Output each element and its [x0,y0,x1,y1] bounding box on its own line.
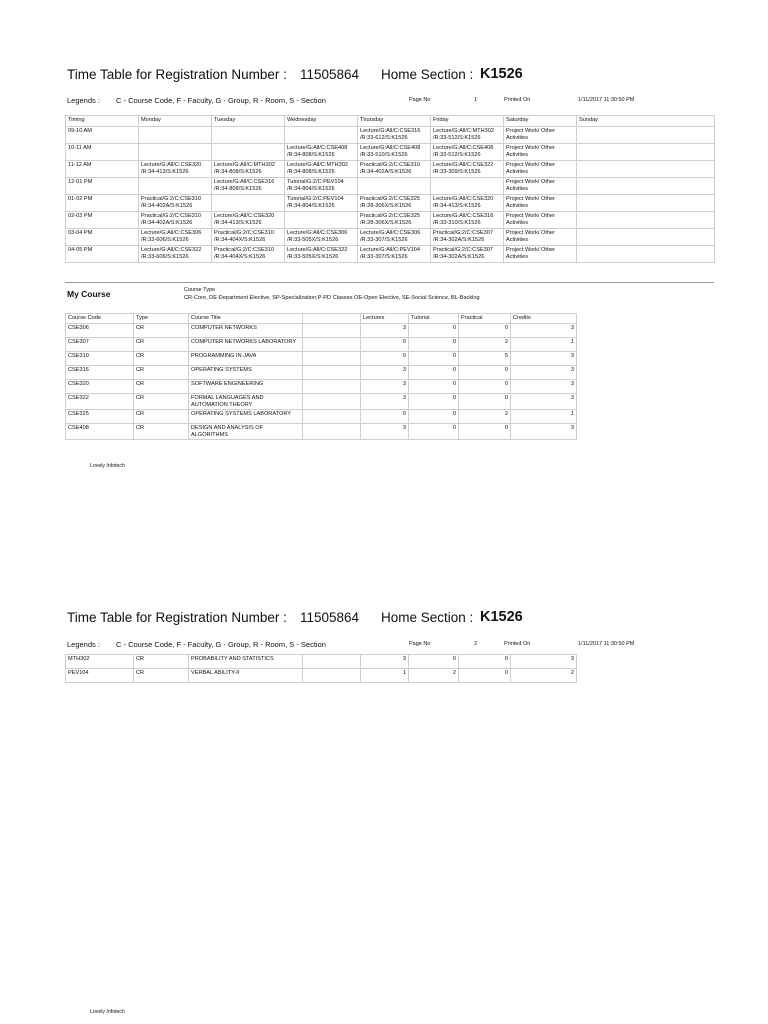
course-cell [303,380,361,394]
timetable-row [66,161,715,178]
course-cell: OPERATING SYSTEMS [189,366,303,380]
slot-cell: Lecture/G:All/C:CSE408 /R:33-510/S:K1526 [358,144,431,161]
column-header: Course Code [66,314,134,324]
timetable-row [66,195,715,212]
course-cell: CSE316 [66,366,134,380]
slot-cell: Lecture/G:All/C:MTH302 /R:33-512/S:K1526 [431,127,504,144]
course-cell: CR [134,410,189,424]
course-type-desc: CR-Core, DE-Department Elective, SP-Specialization,P-PD Classes OE-Open Elective, SE-Social Science, BL-Backlog [184,295,480,301]
column-header: Practical [459,314,511,324]
slot-cell [577,229,715,246]
slot-cell: Project Work/ Other Activities [504,229,577,246]
course-cell [303,669,361,683]
course-cell: CR [134,366,189,380]
slot-cell: Lecture/G:All/C:CSE306 /R:33-307/S:K1526 [358,229,431,246]
slot-cell: Lecture/G:All/C:CSE316 /R:34-808/S:K1526 [212,178,285,195]
slot-cell: Lecture/G:All/C:CSE306 /R:33-606/S:K1526 [139,229,212,246]
timetable-row [66,178,715,195]
course-cell: 3 [361,324,409,338]
home-section-label: Home Section : [381,67,474,82]
slot-cell: Tutorial/G:2/C:PEV104 /R:34-804/S:K1526 [285,178,358,195]
slot-cell [139,178,212,195]
slot-cell: Lecture/G:All/C:CSE320 /R:34-413/S:K1526 [212,212,285,229]
slot-cell [577,246,715,263]
column-header: Thursday [358,116,431,127]
timing-cell: 04-05 PM [66,246,139,263]
column-header: Saturday [504,116,577,127]
slot-cell: Project Work/ Other Activities [504,161,577,178]
course-cell [303,655,361,669]
course-cell: 1 [361,669,409,683]
course-cell: 3 [511,366,577,380]
course-cell [303,410,361,424]
registration-number: 11505864 [300,610,360,625]
slot-cell: Project Work/ Other Activities [504,195,577,212]
column-header: Sunday [577,116,715,127]
slot-cell: Lecture/G:All/C:CSE306 /R:33-505X/S:K1526 [285,229,358,246]
course-row [66,669,577,683]
home-section-value: K1526 [480,66,523,82]
slot-cell [285,127,358,144]
header-title: Time Table for Registration Number : [67,610,287,625]
timetable-row [66,127,715,144]
header-title: Time Table for Registration Number : [67,67,287,82]
page2-legends [67,640,667,652]
timing-cell: 01-02 PM [66,195,139,212]
slot-cell [139,127,212,144]
printed-on-label: Printed On [504,97,531,103]
slot-cell [577,212,715,229]
slot-cell: Practical/G:2/C:CSE325 /R:28-306X/S:K1526 [358,212,431,229]
timing-cell: 10-11 AM [66,144,139,161]
course-cell: DESIGN AND ANALYSIS OF ALGORITHMS [189,424,303,440]
home-section-label: Home Section : [381,610,474,625]
course-cell: 3 [511,352,577,366]
course-cell: 3 [511,424,577,440]
course-cell: 0 [409,655,459,669]
course-cell: 2 [409,669,459,683]
page-no-label: Page No [409,97,431,103]
course-cell: 0 [459,394,511,410]
course-cell: CSE408 [66,424,134,440]
course-cell [303,394,361,410]
course-cell: 0 [409,410,459,424]
slot-cell: Practical/G:2/C:CSE310 /R:34-404X/S:K1526 [212,229,285,246]
slot-cell [577,161,715,178]
slot-cell [212,127,285,144]
column-header [303,314,361,324]
course-cell: PROGRAMMING IN JAVA [189,352,303,366]
slot-cell: Project Work/ Other Activities [504,144,577,161]
slot-cell: Practical/G:2/C:CSE325 /R:28-306X/S:K1526 [358,195,431,212]
course-cell: 3 [361,424,409,440]
course-cell: 3 [511,324,577,338]
slot-cell: Lecture/G:All/C:CSE316 /R:33-310/S:K1526 [431,212,504,229]
page2-header [67,610,627,632]
course-cell: CR [134,338,189,352]
course-cell: 3 [511,380,577,394]
slot-cell: Lecture/G:All/C:CSE322 /R:33-309/S:K1526 [431,161,504,178]
course-cell: 3 [361,655,409,669]
slot-cell: Lecture/G:All/C:CSE408 /R:34-808/S:K1526 [285,144,358,161]
printed-on-label: Printed On [504,641,531,647]
course-cell: VERBAL ABILITY-II [189,669,303,683]
page-no-value: 2 [474,641,478,647]
course-cell [303,338,361,352]
legends-label: Legends : [67,96,100,105]
column-header: Monday [139,116,212,127]
course-cell: 0 [459,424,511,440]
course-cell: 0 [361,338,409,352]
course-cell: COMPUTER NETWORKS [189,324,303,338]
course-cell: 0 [409,338,459,352]
slot-cell: Lecture/G:All/C:CSE408 /R:33-512/S:K1526 [431,144,504,161]
page-no-label: Page No [409,641,431,647]
column-header: Course Title [189,314,303,324]
course-cell: MTH302 [66,655,134,669]
course-cell: 2 [459,410,511,424]
slot-cell: Practical/G:2/C:CSE307 /R:34-302A/S:K1526 [431,246,504,263]
column-header: Timing [66,116,139,127]
course-cell: CR [134,324,189,338]
slot-cell [577,127,715,144]
course-cell: FORMAL LANGUAGES AND AUTOMATION THEORY [189,394,303,410]
slot-cell [431,178,504,195]
course-row [66,424,577,440]
page-no-value: 1 [474,97,478,103]
course-cell: CSE320 [66,380,134,394]
course-cell: 0 [459,366,511,380]
course-row [66,380,577,394]
course-cell [303,352,361,366]
slot-cell [139,144,212,161]
course-cell: PEV104 [66,669,134,683]
course-row [66,394,577,410]
slot-cell: Project Work/ Other Activities [504,212,577,229]
slot-cell: Lecture/G:All/C:CSE316 /R:33-612/S:K1526 [358,127,431,144]
courses-header-row [66,314,577,324]
legends-text: C - Course Code, F - Faculty, G - Group, R - Room, S - Section [116,640,326,649]
course-cell: CR [134,655,189,669]
column-header: Credits [511,314,577,324]
course-cell: 0 [409,424,459,440]
course-row [66,410,577,424]
course-cell: SOFTWARE ENGINEERING [189,380,303,394]
slot-cell: Tutorial/G:2/C:PEV104 /R:34-804/S:K1526 [285,195,358,212]
course-cell: 1 [511,410,577,424]
course-row [66,338,577,352]
course-cell: 0 [409,394,459,410]
slot-cell [285,212,358,229]
course-cell: CR [134,424,189,440]
course-cell: CR [134,352,189,366]
course-cell: CSE310 [66,352,134,366]
course-row [66,324,577,338]
course-cell: 0 [459,655,511,669]
course-row [66,366,577,380]
slot-cell: Project Work/ Other Activities [504,127,577,144]
printed-on-value: 1/11/2017 11:30:50 PM [578,97,635,103]
page1-legends [67,96,667,108]
slot-cell: Project Work/ Other Activities [504,178,577,195]
registration-number: 11505864 [300,67,360,82]
course-cell [303,424,361,440]
page1-header [67,67,627,89]
courses-table-page2 [65,654,577,683]
timetable-row [66,229,715,246]
column-header: Wednesday [285,116,358,127]
slot-cell: Practical/G:2/C:CSE310 /R:34-402A/S:K1526 [358,161,431,178]
courses-table [65,313,577,440]
timetable-row [66,144,715,161]
course-cell: CSE307 [66,338,134,352]
slot-cell: Practical/G:2/C:CSE307 /R:34-302A/S:K1526 [431,229,504,246]
slot-cell [212,144,285,161]
course-cell: 5 [459,352,511,366]
course-cell: 0 [459,669,511,683]
course-cell: 1 [511,338,577,352]
course-type-label: Course Type [184,287,216,293]
legends-text: C - Course Code, F - Faculty, G - Group, R - Room, S - Section [116,96,326,105]
course-cell: 3 [511,655,577,669]
slot-cell: Lecture/G:All/C:MTH302 /R:34-808/S:K1526 [285,161,358,178]
slot-cell [577,144,715,161]
timing-cell: 03-04 PM [66,229,139,246]
course-cell [303,366,361,380]
column-header: Tutorial [409,314,459,324]
course-cell: COMPUTER NETWORKS LABORATORY [189,338,303,352]
course-cell: 0 [409,366,459,380]
slot-cell: Practical/G:2/C:CSE310 /R:34-404X/S:K1526 [212,246,285,263]
slot-cell [358,178,431,195]
course-cell: OPERATING SYSTEMS LABORATORY [189,410,303,424]
course-cell: 0 [409,380,459,394]
column-header: Friday [431,116,504,127]
course-cell: 0 [459,380,511,394]
course-cell: 2 [459,338,511,352]
timing-cell: 12-01 PM [66,178,139,195]
timetable-header-row [66,116,715,127]
slot-cell: Practical/G:2/C:CSE310 /R:34-402A/S:K1526 [139,212,212,229]
course-cell: CR [134,394,189,410]
printed-on-value: 1/11/2017 11:30:50 PM [578,641,635,647]
slot-cell: Practical/G:2/C:CSE310 /R:34-402A/S:K1526 [139,195,212,212]
course-cell: 0 [409,324,459,338]
column-header: Lectures [361,314,409,324]
course-cell: 0 [409,352,459,366]
course-cell: CR [134,380,189,394]
course-cell: CSE325 [66,410,134,424]
timing-cell: 09-10 AM [66,127,139,144]
slot-cell: Lecture/G:All/C:CSE320 /R:34-413/S:K1526 [431,195,504,212]
course-cell: 3 [361,366,409,380]
course-row [66,655,577,669]
footer-text: Lovely Infotech [90,463,125,469]
slot-cell: Lecture/G:All/C:CSE320 /R:34-413/S:K1526 [139,161,212,178]
timetable-row [66,246,715,263]
timing-cell: 02-03 PM [66,212,139,229]
slot-cell: Lecture/G:All/C:PEV104 /R:33-307/S:K1526 [358,246,431,263]
footer-text: Lovely Infotech [90,1009,125,1015]
course-cell: CSE306 [66,324,134,338]
course-cell [303,324,361,338]
column-header: Type [134,314,189,324]
slot-cell [577,178,715,195]
course-cell: 2 [511,669,577,683]
timetable [65,115,715,263]
legends-label: Legends : [67,640,100,649]
my-course-title: My Course [67,289,111,299]
course-cell: CSE322 [66,394,134,410]
course-cell: 3 [511,394,577,410]
course-cell: 0 [361,410,409,424]
section-divider [65,282,714,283]
course-cell: PROBABILITY AND STATISTICS [189,655,303,669]
column-header: Tuesday [212,116,285,127]
course-cell: 0 [361,352,409,366]
course-cell: 3 [361,380,409,394]
course-cell: 0 [459,324,511,338]
slot-cell: Lecture/G:All/C:CSE322 /R:33-505X/S:K1526 [285,246,358,263]
slot-cell [212,195,285,212]
course-row [66,352,577,366]
home-section-value: K1526 [480,609,523,625]
slot-cell: Project Work/ Other Activities [504,246,577,263]
course-cell: 3 [361,394,409,410]
slot-cell: Lecture/G:All/C:MTH302 /R:34-808/S:K1526 [212,161,285,178]
timing-cell: 11-12 AM [66,161,139,178]
course-cell: CR [134,669,189,683]
slot-cell [577,195,715,212]
timetable-row [66,212,715,229]
slot-cell: Lecture/G:All/C:CSE322 /R:33-606/S:K1526 [139,246,212,263]
